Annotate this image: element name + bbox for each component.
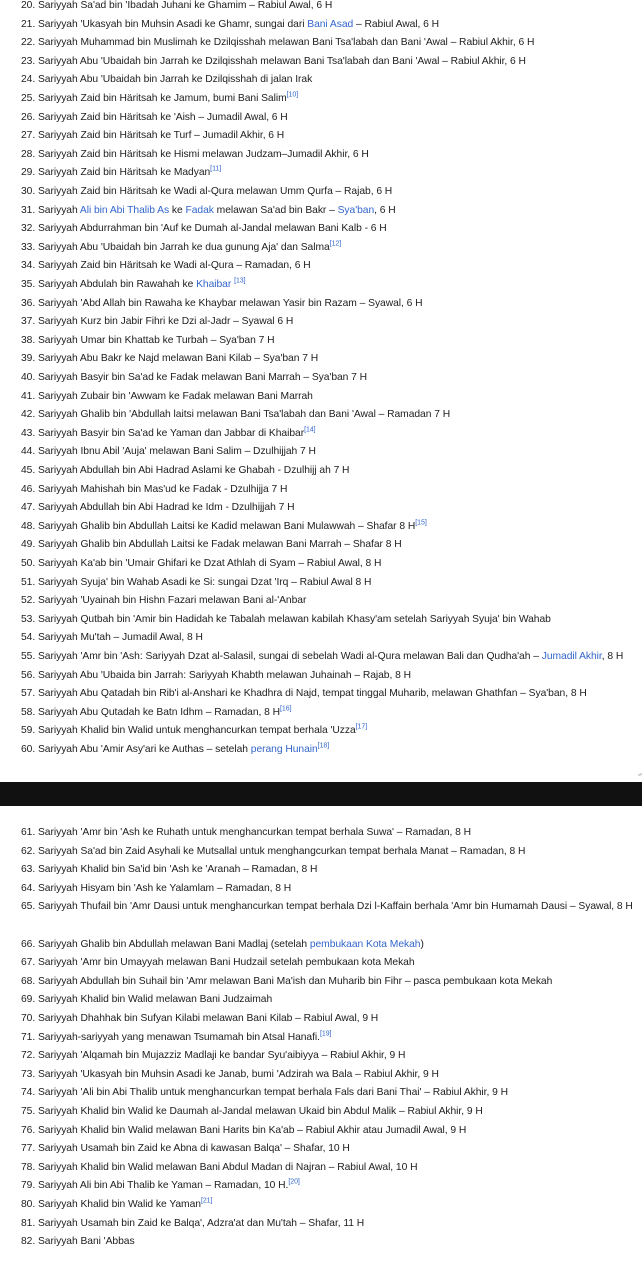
list-item-text: Sariyyah Abdullah bin Abi Hadrad ke Idm - Dzulhijjah 7 H <box>37 502 295 514</box>
screenshot-divider <box>0 782 642 806</box>
list-item-number: 32. <box>21 223 38 235</box>
list-item <box>21 826 634 839</box>
list-item-number: 65. <box>21 901 38 913</box>
list-item-number: 54. <box>21 632 38 644</box>
list-item-text: Sariyyah Muhammad bin Muslimah ke Dzilqisshah melawan Bani Tsa'labah dan Bani 'Awal – Rabiul Akhir, 6 H <box>37 37 535 49</box>
list-item-text: Sariyyah Sa'ad bin 'Ibadah Juhani ke Ghamim – Rabiul Awal, 6 H <box>37 0 333 11</box>
list-item-text: Sariyyah Abu Qutadah ke Batn Idhm – Ramadan, 8 H <box>37 706 280 718</box>
list-item-number: 36. <box>21 297 38 309</box>
list-item-number: 35. <box>21 279 38 290</box>
wiki-link[interactable]: Fadak <box>185 204 214 216</box>
list-item-number: 58. <box>21 706 38 718</box>
list-item-number: 29. <box>21 167 38 179</box>
list-item-number: 66. <box>21 938 38 950</box>
list-item <box>21 241 634 254</box>
list-item-text: Sariyyah Khalid bin Walid melawan Bani Judzaimah <box>37 994 273 1006</box>
list-item <box>21 900 634 913</box>
citation-link[interactable]: [19] <box>319 1030 332 1038</box>
list-item-text: Sariyyah 'Abd Allah bin Rawaha ke Khaybar melawan Yasir bin Razam – Syawal, 6 H <box>37 297 423 309</box>
list-item <box>21 464 634 477</box>
list-item-text: Sariyyah Ibnu Abil 'Auja' melawan Bani Salim – Dzulhijjah 7 H <box>37 446 316 458</box>
list-item-number: 40. <box>21 372 38 383</box>
list-item-number: 73. <box>21 1068 38 1080</box>
list-item-text: Sariyyah 'Alqamah bin Mujazziz Madlaji ke bandar Syu'aibiyya – Rabiul Akhir, 9 H <box>37 1050 406 1062</box>
list-item-number: 61. <box>21 827 38 838</box>
list-item <box>21 1012 634 1025</box>
list-item-number: 70. <box>21 1013 38 1024</box>
list-item <box>21 687 634 700</box>
list-item <box>21 1105 634 1118</box>
list-item-number: 49. <box>21 539 38 551</box>
list-item-number: 62. <box>21 845 38 857</box>
list-item-number: 63. <box>21 864 38 876</box>
list-item-number: 69. <box>21 994 38 1006</box>
list-item-number: 34. <box>21 260 38 272</box>
list-item-text: , 8 H <box>601 651 624 662</box>
list-item <box>21 669 634 682</box>
list-item <box>21 55 634 68</box>
citation-link[interactable]: [20] <box>288 1178 300 1186</box>
list-item-text: Sariyyah 'Ali bin Abi Thalib untuk menghancurkan tempat berhala Fals dari Bani Thai' – Rabiul Akhir, 9 H <box>37 1087 508 1099</box>
list-item-text: Sariyyah Thufail bin 'Amr Dausi untuk menghancurkan tempat berhala Dzi l-Kaffain berhala 'Amr bin Humamah Dausi – Syawal, 8 H <box>37 901 633 913</box>
list-item-number: 52. <box>21 595 38 607</box>
list-item-text: ke <box>169 204 186 216</box>
list-item-text: Sariyyah Zaid bin Häritsah ke Turf – Jumadil Akhir, 6 H <box>37 130 285 142</box>
list-item-number: 43. <box>21 427 38 439</box>
list-item-number: 64. <box>21 882 38 894</box>
list-item <box>21 538 634 551</box>
list-item-text: Sariyyah Abu 'Ubaidah bin Jarrah ke Dzilqisshah di jalan Irak <box>37 74 313 86</box>
list-item-number: 20. <box>21 0 38 11</box>
list-item-text: Sariyyah Usamah bin Zaid ke Abna di kawasan Balqa' – Shafar, 10 H <box>37 1143 350 1155</box>
list-item <box>21 222 634 235</box>
list-item <box>21 18 634 31</box>
wiki-link[interactable]: Khaibar <box>196 279 232 290</box>
list-item <box>21 520 634 533</box>
list-item-text: Sariyyah Abdulah bin Rawahah ke <box>37 279 197 290</box>
citation-link[interactable]: [12] <box>329 240 342 248</box>
list-item <box>21 882 634 895</box>
wiki-link[interactable]: Sya'ban <box>337 204 375 216</box>
list-item-text: Sariyyah 'Amr bin 'Ash: Sariyyah Dzat al-Salasil, sungai di sebelah Wadi al-Qura melawan Bali dan Qudha'ah – <box>37 651 542 662</box>
list-item <box>21 594 634 607</box>
list-item <box>21 706 634 719</box>
list-item <box>21 863 634 876</box>
list-item-number: 55. <box>21 651 38 662</box>
list-item <box>21 427 634 440</box>
list-item-number: 38. <box>21 334 38 346</box>
list-item-text: Sariyyah Zaid bin Häritsah ke 'Aish – Jumadil Awal, 6 H <box>37 111 288 123</box>
list-item-text: melawan Sa'ad bin Bakr – <box>213 204 338 216</box>
list-item <box>21 1198 634 1211</box>
list-item-text: Sariyyah Zaid bin Häritsah ke Wadi al-Qura melawan Umm Qurfa – Rajab, 6 H <box>37 186 393 197</box>
list-item-number: 46. <box>21 483 38 495</box>
list-item <box>21 92 634 105</box>
list-item-text: Sariyyah Abdullah bin Abi Hadrad Aslami ke Ghabah - Dzulhijj ah 7 H <box>37 465 350 476</box>
list-item-number: 57. <box>21 688 38 700</box>
list-item-text: Sariyyah Khalid bin Walid untuk menghancurkan tempat berhala 'Uzza <box>37 725 356 737</box>
list-item <box>21 204 634 217</box>
list-item <box>21 297 634 310</box>
list-item <box>21 1217 634 1230</box>
list-item-text: ) <box>420 938 424 950</box>
list-item-number: 78. <box>21 1161 38 1173</box>
list-item-number: 51. <box>21 576 38 588</box>
list-item-text: Sariyyah Bani 'Abbas <box>37 1236 135 1248</box>
wiki-link[interactable]: pembukaan Kota Mekah <box>309 938 421 950</box>
list-item-text: Sariyyah-sariyyah yang menawan Tsumamah bin Atsal Hanafi. <box>37 1031 320 1043</box>
citation-link[interactable]: [10] <box>286 91 299 99</box>
list-item-number: 45. <box>21 465 38 476</box>
list-item <box>21 390 634 403</box>
list-item-number: 21. <box>21 18 38 30</box>
citation-link[interactable]: [18] <box>317 742 330 750</box>
list-item <box>21 1179 634 1192</box>
list-item-text: Sariyyah Mahishah bin Mas'ud ke Fadak - Dzulhijja 7 H <box>37 483 288 495</box>
list-item-number: 80. <box>21 1199 38 1210</box>
list-item <box>21 938 634 951</box>
list-item-number: 47. <box>21 502 38 514</box>
list-item-number: 79. <box>21 1180 38 1192</box>
list-item <box>21 0 634 12</box>
list-item <box>21 483 634 496</box>
list-item-number: 42. <box>21 409 38 421</box>
list-item-text: , 6 H <box>374 204 396 216</box>
list-item-number: 48. <box>21 520 38 532</box>
list-item-text: Sariyyah Ghalib bin Abdullah Laitsi ke Fadak melawan Bani Marrah – Shafar 8 H <box>37 539 402 551</box>
citation-link[interactable]: [17] <box>355 723 368 731</box>
list-item <box>21 724 634 737</box>
list-item-number: 33. <box>21 241 38 253</box>
list-item-text: Sariyyah Zaid bin Häritsah ke Jamum, bumi Bani Salim <box>37 93 287 104</box>
list-item-number: 71. <box>21 1031 38 1043</box>
citation-link[interactable]: [16] <box>280 705 292 713</box>
wiki-link[interactable]: perang Hunain <box>250 744 318 755</box>
list-item <box>21 956 634 969</box>
list-item-text: Sariyyah Abu 'Ubaidah bin Jarrah ke dua gunung Aja' dan Salma <box>37 241 330 253</box>
citation-link[interactable]: [14] <box>304 426 316 434</box>
list-item <box>21 408 634 421</box>
list-item <box>21 1142 634 1155</box>
list-item-text: Sariyyah Abu 'Amir Asy'ari ke Authas – setelah <box>37 744 251 755</box>
list-item-text: Sariyyah Abdullah bin Suhail bin 'Amr melawan Bani Ma'ish dan Muharib bin Fihr – pasca pembukaan kota Mekah <box>37 975 553 987</box>
list-item-text: Sariyyah Basyir bin Sa'ad ke Fadak melawan Bani Marrah – Sya'ban 7 H <box>37 372 368 383</box>
list-item-number: 31. <box>21 204 38 216</box>
list-item <box>21 501 634 514</box>
list-item <box>21 36 634 49</box>
list-item-text: Sariyyah Zaid bin Häritsah ke Wadi al-Qura – Ramadan, 6 H <box>37 260 311 272</box>
list-item-text: Sariyyah Ka'ab bin 'Umair Ghifari ke Dzat Athlah di Syam – Rabiul Awal, 8 H <box>37 558 382 569</box>
citation-link[interactable]: [21] <box>200 1197 213 1205</box>
list-item-text: Sariyyah Hisyam bin 'Ash ke Yalamlam – Ramadan, 8 H <box>37 882 292 894</box>
list-item-text: – Rabiul Awal, 6 H <box>353 18 440 30</box>
list-item-number: 30. <box>21 186 38 197</box>
list-item-number: 26. <box>21 111 38 123</box>
list-item <box>21 148 634 161</box>
list-item-number: 56. <box>21 669 38 681</box>
list-section-bottom <box>0 806 642 1271</box>
list-item <box>21 1161 634 1174</box>
list-item-text: Sariyyah Khalid bin Walid ke Yaman <box>37 1199 201 1210</box>
list-item-text: Sariyyah Khalid bin Walid melawan Bani Abdul Madan di Najran – Rabiul Awal, 10 H <box>37 1161 418 1173</box>
list-item <box>21 259 634 272</box>
list-item-number: 53. <box>21 613 38 625</box>
list-item <box>21 1068 634 1081</box>
list-item-text: Sariyyah Usamah bin Zaid ke Balqa', Adzra'at dan Mu'tah – Shafar, 11 H <box>37 1217 365 1229</box>
list-item <box>21 975 634 988</box>
list-item-text: Sariyyah Abdurrahman bin 'Auf ke Dumah al-Jandal melawan Bani Kalb - 6 H <box>37 223 387 235</box>
list-item <box>21 129 634 142</box>
list-item-number: 74. <box>21 1087 38 1099</box>
list-item-text: Sariyyah Kurz bin Jabir Fihri ke Dzi al-Jadr – Syawal 6 H <box>37 316 294 328</box>
list-item-text: Sariyyah 'Amr bin Umayyah melawan Bani Hudzail setelah pembukaan kota Mekah <box>37 957 415 969</box>
list-item-number: 39. <box>21 353 38 365</box>
list-item-text: Sariyyah Zaid bin Häritsah ke Madyan <box>37 167 211 179</box>
list-item-text: Sariyyah Khalid bin Walid melawan Bani Harits bin Ka'ab – Rabiul Akhir atau Jumadil Awal, 9 H <box>37 1124 467 1136</box>
wiki-link[interactable]: Ali bin Abi Thalib As <box>79 204 170 216</box>
list-item <box>21 845 634 858</box>
list-item-text: Sariyyah Umar bin Khattab ke Turbah – Sya'ban 7 H <box>37 334 275 346</box>
list-item <box>21 743 634 756</box>
list-item-number: 60. <box>21 744 38 755</box>
list-item <box>21 1086 634 1099</box>
list-item <box>21 371 634 384</box>
list-item-text: Sariyyah Zubair bin 'Awwam ke Fadak melawan Bani Marrah <box>37 390 313 402</box>
list-item <box>21 166 634 179</box>
citation-link[interactable]: [15] <box>415 519 427 527</box>
list-item <box>21 352 634 365</box>
list-item-number: 77. <box>21 1143 38 1155</box>
list-item-text: Sariyyah Qutbah bin 'Amir bin Hadidah ke Tabalah melawan kabilah Khasy'am setelah Sariyyah Syuja' bin Wahab <box>37 613 551 625</box>
list-item <box>21 993 634 1006</box>
list-item-text: Sariyyah Basyir bin Sa'ad ke Yaman dan Jabbar di Khaibar <box>37 427 305 439</box>
list-item <box>21 445 634 458</box>
list-item <box>21 278 634 291</box>
list-item-text: Sariyyah Mu'tah – Jumadil Awal, 8 H <box>37 632 203 644</box>
list-item <box>21 613 634 626</box>
list-item-number: 22. <box>21 37 38 49</box>
citation-link[interactable]: [13] <box>234 277 246 285</box>
list-item-text: Sariyyah Abu Bakr ke Najd melawan Bani Kilab – Sya'ban 7 H <box>37 353 319 365</box>
list-item-text: Sariyyah Khalid bin Sa'id bin 'Ash ke 'Aranah – Ramadan, 8 H <box>37 864 318 876</box>
list-item <box>21 650 634 663</box>
list-item-number: 24. <box>21 74 38 86</box>
list-item-text: Sariyyah Zaid bin Häritsah ke Hismi melawan Judzam–Jumadil Akhir, 6 H <box>37 148 369 160</box>
list-item <box>21 1049 634 1062</box>
list-item-number: 59. <box>21 725 38 737</box>
list-item-text: Sariyyah Abu Qatadah bin Rib'i al-Anshari ke Khadhra di Najd, tempat tinggal Muharib, melawan Ghathfan – Sya'ban, 8 H <box>37 688 587 700</box>
list-item-text: Sariyyah Dhahhak bin Sufyan Kilabi melawan Bani Kilab – Rabiul Awal, 9 H <box>37 1013 379 1024</box>
list-item-number: 25. <box>21 93 38 104</box>
list-item-text: Sariyyah Ghalib bin 'Abdullah laitsi melawan Bani Tsa'labah dan Bani 'Awal – Ramadan 7 H <box>37 409 451 421</box>
list-item-number: 41. <box>21 390 38 402</box>
list-item <box>21 1235 634 1248</box>
list-item-text: Sariyyah <box>37 204 80 216</box>
list-item-text: Sariyyah Ali bin Abi Thalib ke Yaman – Ramadan, 10 H. <box>37 1180 289 1192</box>
list-item-text: Sariyyah Ghalib bin Abdullah Laitsi ke Kadid melawan Bani Mulawwah – Shafar 8 H <box>37 520 416 532</box>
list-item-text: Sariyyah Abu 'Ubaidah bin Jarrah ke Dzilqisshah melawan Bani Tsa'labah dan Bani 'Awal – Rabiul Akhir, 6 H <box>37 55 526 67</box>
list-item-number: 28. <box>21 148 38 160</box>
list-item-number: 76. <box>21 1124 38 1136</box>
list-item-text: Sariyyah Ghalib bin Abdullah melawan Bani Madlaj (setelah <box>37 938 310 950</box>
list-item-number: 75. <box>21 1106 38 1117</box>
list-item <box>21 185 634 198</box>
list-item-text: Sariyyah Khalid bin Walid ke Daumah al-Jandal melawan Ukaid bin Abdul Malik – Rabiul Akhir, 9 H <box>37 1106 483 1117</box>
list-item-number: 82. <box>21 1236 38 1248</box>
list-item <box>21 334 634 347</box>
list-item <box>21 557 634 570</box>
wiki-link[interactable]: Jumadil Akhir <box>541 651 602 662</box>
list-item-number: 37. <box>21 316 38 328</box>
list-item-text: Sariyyah 'Amr bin 'Ash ke Ruhath untuk menghancurkan tempat berhala Suwa' – Ramadan, 8 H <box>37 827 472 838</box>
list-item <box>21 576 634 589</box>
list-item-number: 72. <box>21 1050 38 1062</box>
list-item-text: Sariyyah 'Ukasyah bin Muhsin Asadi ke Janab, bumi 'Adzirah wa Bala – Rabiul Akhir, 9 H <box>37 1068 439 1080</box>
list-item-number: 27. <box>21 130 38 142</box>
list-item-number: 44. <box>21 446 38 458</box>
list-item-number: 23. <box>21 55 38 67</box>
list-item-text: Sariyyah 'Uyainah bin Hishn Fazari melawan Bani al-'Anbar <box>37 595 307 607</box>
list-item <box>21 111 634 124</box>
list-item-text: Sariyyah Sa'ad bin Zaid Asyhali ke Mutsallal untuk menghangcurkan tempat berhala Manat – Ramadan, 8 H <box>37 845 526 857</box>
list-item <box>21 1031 634 1044</box>
list-item-number: 50. <box>21 558 38 569</box>
list-item <box>21 1124 634 1137</box>
list-item-text: Sariyyah Abu 'Ubaida bin Jarrah: Sariyyah Khabth melawan Juhainah – Rajab, 8 H <box>37 669 411 681</box>
citation-link[interactable]: [11] <box>210 165 222 173</box>
list-item-number: 81. <box>21 1217 38 1229</box>
list-item <box>21 631 634 644</box>
list-item <box>21 73 634 86</box>
list-item <box>21 315 634 328</box>
wiki-link[interactable]: Bani Asad <box>307 18 354 30</box>
list-item-text: Sariyyah Syuja' bin Wahab Asadi ke Si: sungai Dzat 'Irq – Rabiul Awal 8 H <box>37 576 372 588</box>
list-item-number: 67. <box>21 957 38 969</box>
list-item-number: 68. <box>21 975 38 987</box>
list-item-text: Sariyyah 'Ukasyah bin Muhsin Asadi ke Ghamr, sungai dari <box>37 18 308 30</box>
